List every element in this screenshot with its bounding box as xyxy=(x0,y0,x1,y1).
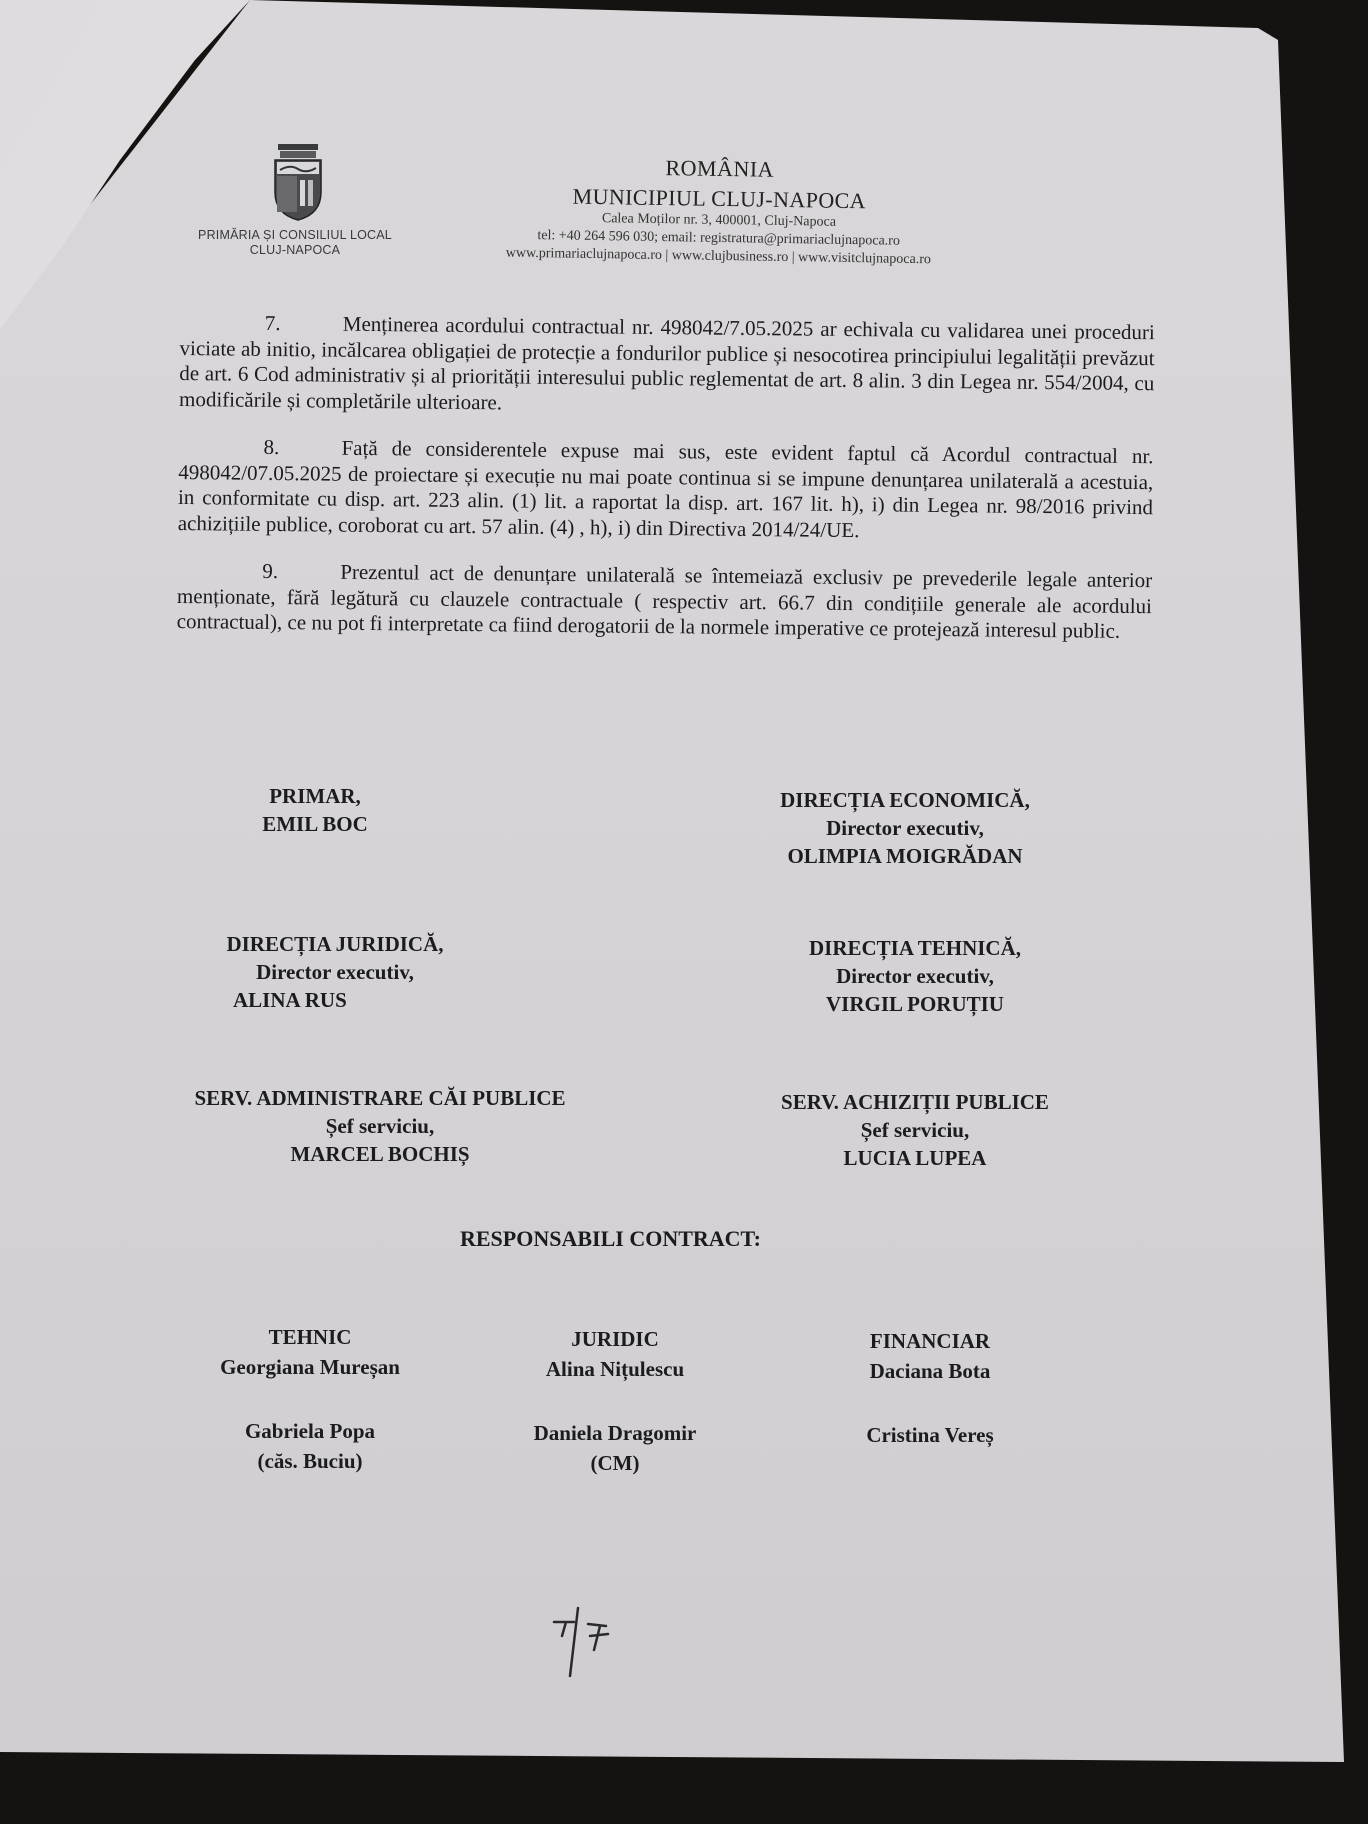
signatory-title: DIRECȚIA ECONOMICĂ, xyxy=(780,788,1030,812)
paragraph-number: 8. xyxy=(263,434,280,460)
signatory-title: DIRECȚIA TEHNICĂ, xyxy=(809,936,1021,960)
column-heading: JURIDIC xyxy=(571,1327,659,1351)
org-line-2: CLUJ-NAPOCA xyxy=(249,243,341,257)
paragraph-text: Menținerea acordului contractual nr. 498042/7.05.2025 ar echivala cu validarea unei proceduri viciate ab initio, incălcarea obligației de protecție a fondurilor publice și nesocotirea principiului legalității prevăzut de art. 6 Cod administrativ și al priorității interesului public reglementat de art. 8 alin. 3 din Legea nr. 554/2004, cu modificările și completările ulterioare. xyxy=(178,311,1155,414)
coat-of-arms-icon xyxy=(272,142,324,222)
column-heading: TEHNIC xyxy=(268,1325,352,1349)
paragraph-9 xyxy=(177,558,1153,645)
person-name: Cristina Vereș xyxy=(866,1423,994,1447)
paragraph-8 xyxy=(178,434,1154,546)
responsables-tehnic xyxy=(200,1322,420,1476)
responsables-title: RESPONSABILI CONTRACT: xyxy=(460,1226,761,1251)
letterhead xyxy=(468,152,970,270)
paragraph-text: Față de considerentele expuse mai sus, este evident faptul că Acordul contractual nr. 498042/07.05.2025 de proiectare și execuție nu mai poate continua si se impune denunțarea unilaterală a acestuia, in conformitate cu disp. art. 223 alin. (1) lit. a raportat la disp. art. 167 lit. h), i) din Legea nr. 98/2016 privind achizițiile publice, coroborat cu art. 57 alin. (4) , h), i) din Directiva 2014/24/UE. xyxy=(177,435,1154,542)
signatory-primar xyxy=(240,782,390,838)
signatory-name: ALINA RUS xyxy=(233,988,347,1012)
document-body xyxy=(176,310,1155,667)
signatory-role: Director executiv, xyxy=(256,960,414,984)
signatory-role: Director executiv, xyxy=(826,816,984,840)
person-name: Alina Nițulescu xyxy=(545,1357,685,1381)
signatory-title: SERV. ADMINISTRARE CĂI PUBLICE xyxy=(194,1086,566,1110)
responsables-financiar xyxy=(830,1326,1030,1450)
websites: www.primariaclujnapoca.ro | www.clujbusiness.ro | www.visitclujnapoca.ro xyxy=(505,245,932,268)
signatory-role: Director executiv, xyxy=(836,964,994,988)
signatory-name: MARCEL BOCHIȘ xyxy=(290,1142,470,1166)
signatory-name: LUCIA LUPEA xyxy=(843,1146,987,1170)
signatory-title: SERV. ACHIZIȚII PUBLICE xyxy=(781,1090,1049,1114)
signatory-name: VIRGIL PORUȚIU xyxy=(826,992,1004,1016)
paragraph-7 xyxy=(179,310,1155,422)
handwritten-page-number xyxy=(548,1598,648,1678)
signatory-directia-economica xyxy=(735,786,1075,870)
person-name: Daciana Bota xyxy=(869,1359,991,1383)
signatory-name: EMIL BOC xyxy=(262,812,368,836)
paragraph-number: 9. xyxy=(262,558,279,584)
signatory-title: DIRECȚIA JURIDICĂ, xyxy=(226,932,444,956)
person-name: Georgiana Mureșan xyxy=(220,1355,400,1379)
signatory-title: PRIMAR, xyxy=(269,784,361,808)
paragraph-text: Prezentul act de denunțare unilaterală se întemeiază exclusiv pe prevederile legale anterior menționate, fără legătură cu clauzele contractuale ( respectiv art. 66.7 din condițiile generale ale acordului contractual), ce nu pot fi interpretate ca fiind derogatorii de la normele imperative ce protejează interesul public. xyxy=(176,559,1153,643)
signatory-serv-achizitii xyxy=(745,1088,1085,1172)
person-note: (CM) xyxy=(590,1451,640,1475)
person-name: Daniela Dragomir xyxy=(533,1421,697,1445)
signatory-role: Șef serviciu, xyxy=(325,1114,435,1138)
contact-info: tel: +40 264 596 030; email: registratura@primariaclujnapoca.ro xyxy=(537,228,901,249)
responsables-juridic xyxy=(505,1324,725,1478)
org-line-1: PRIMĂRIA ȘI CONSILIUL LOCAL xyxy=(198,228,392,242)
municipality-name: MUNICIPIUL CLUJ-NAPOCA xyxy=(572,183,867,214)
person-name: Gabriela Popa xyxy=(244,1419,376,1443)
country-name: ROMÂNIA xyxy=(665,155,775,182)
person-note: (căs. Buciu) xyxy=(257,1449,363,1473)
signatory-serv-administrare xyxy=(145,1084,615,1168)
signatory-directia-juridica xyxy=(195,930,475,1014)
issuer-organization xyxy=(195,228,395,258)
address: Calea Moților nr. 3, 400001, Cluj-Napoca xyxy=(601,211,837,230)
paragraph-number: 7. xyxy=(264,310,281,336)
column-heading: FINANCIAR xyxy=(869,1329,991,1353)
signatory-name: OLIMPIA MOIGRĂDAN xyxy=(787,844,1023,868)
signatory-role: Șef serviciu, xyxy=(860,1118,970,1142)
signatory-directia-tehnica xyxy=(760,934,1070,1018)
